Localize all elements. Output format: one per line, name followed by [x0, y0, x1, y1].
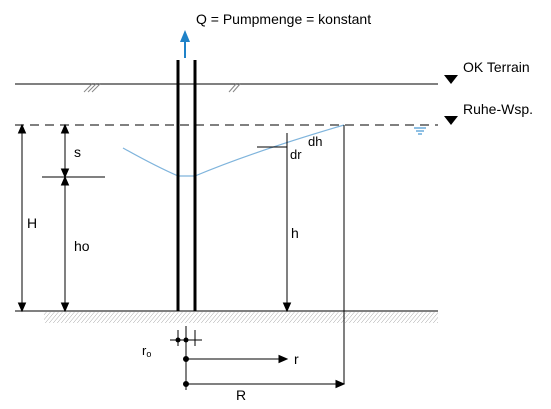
label-s: s: [74, 144, 81, 160]
terrain-hatch-mark-right: [229, 84, 240, 92]
label-R: R: [236, 387, 247, 403]
drawdown-curve: [123, 125, 344, 176]
label-r: r: [294, 351, 299, 367]
dimension-R: [184, 381, 345, 388]
slope-triangle: [257, 133, 287, 147]
label-h: h: [291, 225, 299, 241]
dimension-ho: [62, 177, 69, 311]
water-level-marker: [444, 116, 458, 125]
water-surface-icon: [414, 128, 426, 134]
water-level-label: Ruhe-Wsp.: [463, 101, 534, 117]
terrain-level-marker: [444, 75, 458, 84]
terrain-hatch-mark-left: [84, 84, 100, 92]
label-dr: dr: [290, 147, 302, 162]
dimension-r: [184, 356, 288, 363]
pump-flow-arrow: [180, 30, 190, 58]
dimension-h: [284, 147, 291, 311]
label-dh: dh: [308, 134, 323, 149]
label-H: H: [27, 215, 38, 231]
label-ho: ho: [74, 238, 90, 254]
dimension-s: [62, 125, 69, 177]
pump-rate-title: Q = Pumpmenge = konstant: [196, 11, 372, 27]
dimension-H: [19, 125, 26, 311]
ground-hatch: [44, 312, 438, 323]
label-ro: ro: [142, 343, 152, 359]
terrain-label: OK Terrain: [463, 59, 530, 75]
